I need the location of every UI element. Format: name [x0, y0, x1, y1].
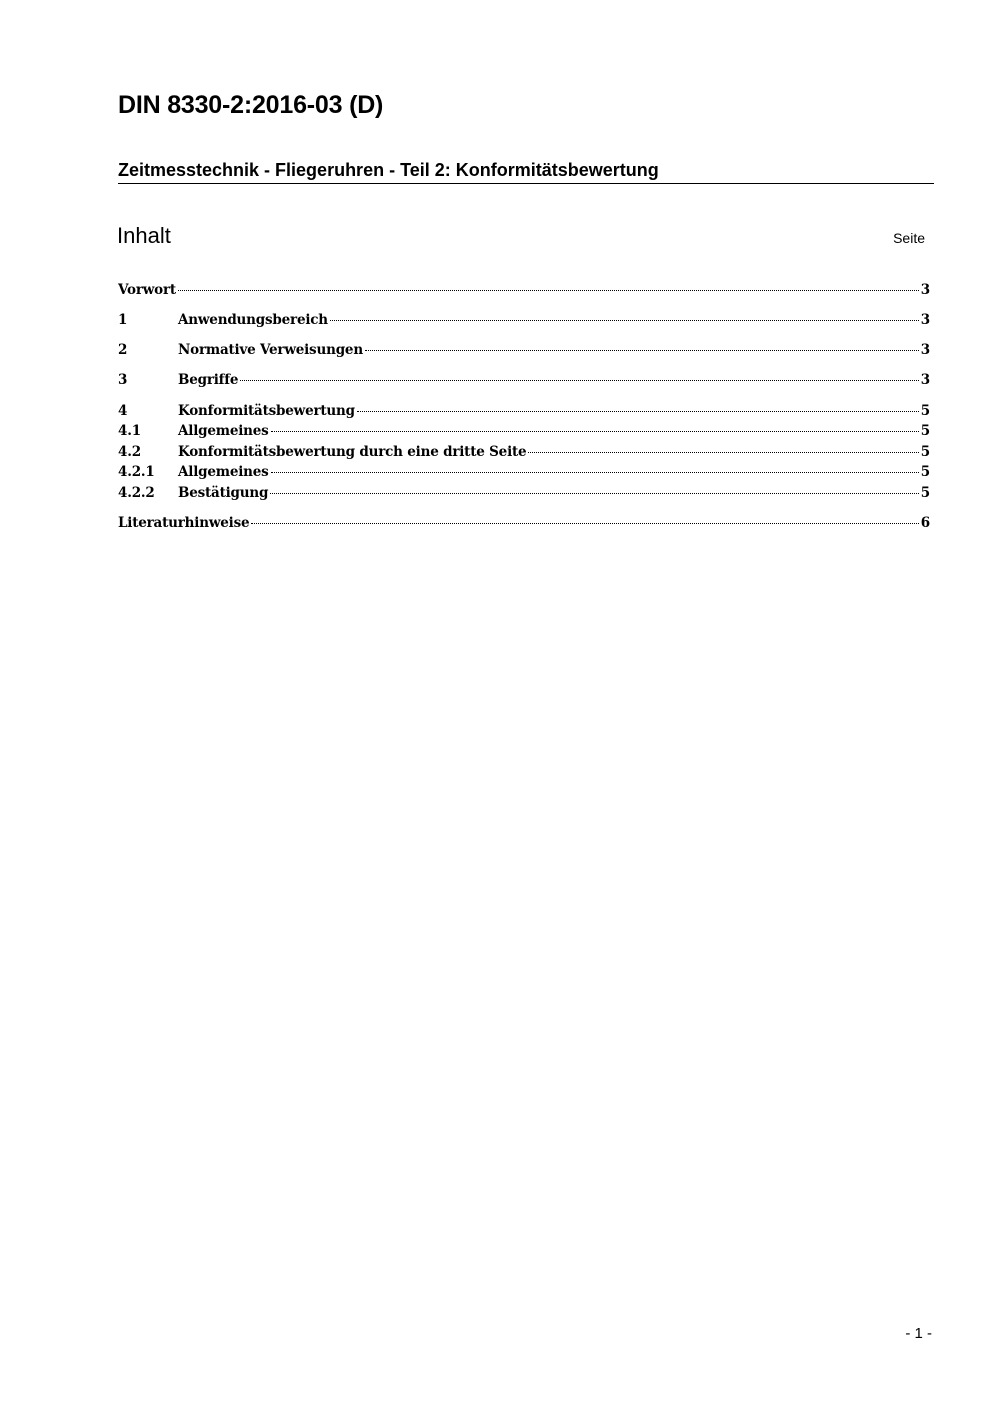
dot-leader [330, 320, 919, 321]
toc-entry-4-1[interactable] [118, 421, 930, 441]
dot-leader [528, 452, 918, 453]
dot-leader [357, 411, 919, 412]
toc-entry-title: Literaturhinweise [118, 515, 250, 531]
toc-entry-page: 5 [920, 444, 930, 460]
page-number: - 1 - [905, 1325, 932, 1342]
toc-entry-title: Anwendungsbereich [178, 312, 328, 328]
dot-leader [271, 472, 919, 473]
toc-entry-vorwort[interactable] [118, 280, 930, 300]
toc-entry-page: 5 [920, 403, 930, 419]
toc-entry-page: 3 [920, 372, 930, 388]
toc-entry-page: 3 [920, 342, 930, 358]
toc-entry-title: Bestätigung [178, 485, 269, 501]
toc-entry-page: 3 [920, 282, 930, 298]
toc-entry-title: Normative Verweisungen [178, 342, 363, 358]
toc-entry-page: 5 [920, 485, 930, 501]
toc-entry-page: 6 [920, 515, 930, 531]
toc-entry-2[interactable] [118, 340, 930, 360]
toc-entry-title: Allgemeines [178, 423, 269, 439]
toc-entry-4-2[interactable] [118, 442, 930, 462]
toc-entry-number: 4.2.2 [118, 485, 155, 501]
toc-entry-title: Vorwort [118, 282, 176, 298]
dot-leader [251, 523, 918, 524]
dot-leader [271, 431, 919, 432]
toc-entry-number: 4.2.1 [118, 464, 155, 480]
toc-entry-number: 4.2 [118, 444, 141, 460]
toc-entry-page: 5 [920, 464, 930, 480]
dot-leader [270, 493, 919, 494]
toc-entry-4-2-1[interactable] [118, 462, 930, 482]
toc-entry-number: 3 [118, 372, 128, 388]
page-column-label: Seite [893, 230, 925, 246]
toc-entry-title: Begriffe [178, 372, 239, 388]
toc-entry-number: 4 [118, 403, 128, 419]
dot-leader [240, 380, 919, 381]
toc-entry-3[interactable] [118, 370, 930, 390]
dot-leader [365, 350, 919, 351]
toc-entry-4-2-2[interactable] [118, 483, 930, 503]
toc-entry-title: Konformitätsbewertung [178, 403, 355, 419]
toc-entry-number: 1 [118, 312, 128, 328]
document-title: Zeitmesstechnik - Fliegeruhren - Teil 2: Konformitätsbewertung [118, 158, 934, 184]
document-id: DIN 8330-2:2016-03 (D) [118, 91, 384, 119]
toc-entry-literaturhinweise[interactable] [118, 513, 930, 533]
toc-entry-title: Allgemeines [178, 464, 269, 480]
dot-leader [178, 290, 919, 291]
toc-entry-4[interactable] [118, 401, 930, 421]
toc-entry-page: 5 [920, 423, 930, 439]
toc-heading: Inhalt [117, 223, 171, 248]
toc-entry-page: 3 [920, 312, 930, 328]
toc-entry-number: 2 [118, 342, 128, 358]
toc-entry-number: 4.1 [118, 423, 141, 439]
toc-entry-1[interactable] [118, 310, 930, 330]
toc-entry-title: Konformitätsbewertung durch eine dritte Seite [178, 444, 527, 460]
